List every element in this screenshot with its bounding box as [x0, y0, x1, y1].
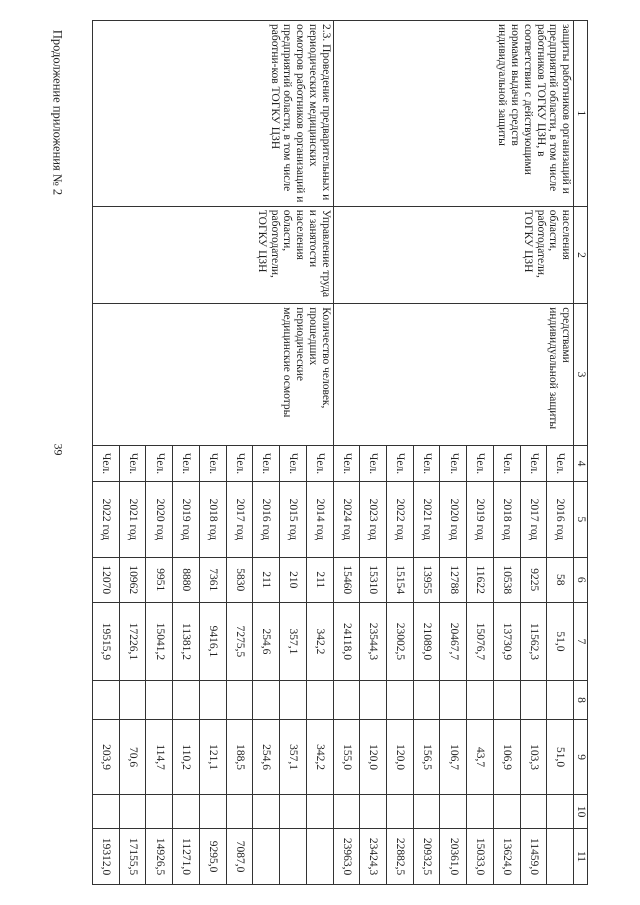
unit-cell: Чел. — [360, 445, 387, 481]
column-number-11: 11 — [574, 829, 588, 885]
local-budget-cell — [333, 795, 360, 829]
value-cell: 12788 — [440, 557, 467, 602]
value-cell: 7361 — [199, 557, 226, 602]
value-cell: 10538 — [493, 557, 520, 602]
measure-description-cell: 2.3. Проведение предварительных и периодических медицинских осмотров работников организаций и предприятий области, в том числе работни-ков ТОГКУ ЦЗН — [93, 21, 334, 207]
year-cell: 2019 год — [467, 482, 494, 557]
total-cell: 23544,3 — [360, 603, 387, 681]
column-number-3: 3 — [574, 304, 588, 446]
regional-budget-cell: 106,7 — [440, 719, 467, 794]
column-number-2: 2 — [574, 206, 588, 303]
program-measures-table — [92, 20, 588, 885]
local-budget-cell — [467, 795, 494, 829]
federal-budget-cell — [146, 680, 173, 719]
local-budget-cell — [253, 795, 280, 829]
column-number-4: 4 — [574, 445, 588, 481]
regional-budget-cell: 203,9 — [93, 719, 120, 794]
value-cell: 58 — [547, 557, 574, 602]
regional-budget-cell: 342,2 — [306, 719, 333, 794]
unit-cell: Чел. — [467, 445, 494, 481]
federal-budget-cell — [360, 680, 387, 719]
regional-budget-cell: 188,5 — [226, 719, 253, 794]
extrabudget-cell: 7087,0 — [226, 829, 253, 885]
federal-budget-cell — [386, 680, 413, 719]
local-budget-cell — [493, 795, 520, 829]
total-cell: 24118,0 — [333, 603, 360, 681]
unit-cell: Чел. — [493, 445, 520, 481]
indicator-cell: Количество человек, прошедших периодические медицинские осмотры — [93, 304, 334, 446]
federal-budget-cell — [280, 680, 307, 719]
regional-budget-cell: 106,9 — [493, 719, 520, 794]
local-budget-cell — [280, 795, 307, 829]
unit-cell: Чел. — [386, 445, 413, 481]
total-cell: 357,1 — [280, 603, 307, 681]
federal-budget-cell — [199, 680, 226, 719]
value-cell: 11622 — [467, 557, 494, 602]
indicator-cell: средствами индивидуальной защиты — [333, 304, 573, 446]
unit-cell: Чел. — [333, 445, 360, 481]
table-row — [547, 21, 574, 885]
year-cell: 2023 год — [360, 482, 387, 557]
value-cell: 211 — [306, 557, 333, 602]
local-budget-cell — [547, 795, 574, 829]
total-cell: 15076,7 — [467, 603, 494, 681]
extrabudget-cell — [547, 829, 574, 885]
extrabudget-cell: 19312,0 — [93, 829, 120, 885]
value-cell: 10962 — [119, 557, 146, 602]
column-number-10: 10 — [574, 795, 588, 829]
page-number: 39 — [51, 443, 66, 456]
year-cell: 2016 год — [253, 482, 280, 557]
extrabudget-cell: 20932,5 — [413, 829, 440, 885]
value-cell: 9951 — [146, 557, 173, 602]
regional-budget-cell: 51,0 — [547, 719, 574, 794]
federal-budget-cell — [226, 680, 253, 719]
local-budget-cell — [226, 795, 253, 829]
total-cell: 11562,3 — [520, 603, 547, 681]
local-budget-cell — [119, 795, 146, 829]
unit-cell: Чел. — [280, 445, 307, 481]
executor-cell: населения области, работодатели, ТОГКУ ЦЗН — [333, 206, 573, 303]
extrabudget-cell: 11271,0 — [173, 829, 200, 885]
total-cell: 17226,1 — [119, 603, 146, 681]
unit-cell: Чел. — [173, 445, 200, 481]
extrabudget-cell: 23963,0 — [333, 829, 360, 885]
value-cell: 8880 — [173, 557, 200, 602]
extrabudget-cell — [306, 829, 333, 885]
local-budget-cell — [199, 795, 226, 829]
column-number-1: 1 — [574, 21, 588, 207]
table-row — [306, 21, 333, 885]
extrabudget-cell: 15033,0 — [467, 829, 494, 885]
extrabudget-cell: 11459,0 — [520, 829, 547, 885]
regional-budget-cell: 254,6 — [253, 719, 280, 794]
local-budget-cell — [173, 795, 200, 829]
year-cell: 2021 год — [119, 482, 146, 557]
federal-budget-cell — [413, 680, 440, 719]
federal-budget-cell — [93, 680, 120, 719]
extrabudget-cell: 22882,5 — [386, 829, 413, 885]
federal-budget-cell — [440, 680, 467, 719]
year-cell: 2018 год — [199, 482, 226, 557]
unit-cell: Чел. — [146, 445, 173, 481]
unit-cell: Чел. — [93, 445, 120, 481]
federal-budget-cell — [520, 680, 547, 719]
regional-budget-cell: 43,7 — [467, 719, 494, 794]
year-cell: 2018 год — [493, 482, 520, 557]
table-body — [93, 21, 574, 885]
year-cell: 2020 год — [440, 482, 467, 557]
column-number-9: 9 — [574, 719, 588, 794]
total-cell: 9416,1 — [199, 603, 226, 681]
unit-cell: Чел. — [520, 445, 547, 481]
local-budget-cell — [146, 795, 173, 829]
extrabudget-cell — [280, 829, 307, 885]
unit-cell: Чел. — [226, 445, 253, 481]
total-cell: 11381,2 — [173, 603, 200, 681]
unit-cell: Чел. — [306, 445, 333, 481]
year-cell: 2020 год — [146, 482, 173, 557]
unit-cell: Чел. — [440, 445, 467, 481]
year-cell: 2022 год — [93, 482, 120, 557]
regional-budget-cell: 121,1 — [199, 719, 226, 794]
year-cell: 2024 год — [333, 482, 360, 557]
regional-budget-cell: 110,2 — [173, 719, 200, 794]
federal-budget-cell — [173, 680, 200, 719]
value-cell: 13955 — [413, 557, 440, 602]
extrabudget-cell: 20361,0 — [440, 829, 467, 885]
regional-budget-cell: 357,1 — [280, 719, 307, 794]
value-cell: 15460 — [333, 557, 360, 602]
federal-budget-cell — [493, 680, 520, 719]
regional-budget-cell: 156,5 — [413, 719, 440, 794]
federal-budget-cell — [253, 680, 280, 719]
extrabudget-cell: 17155,5 — [119, 829, 146, 885]
extrabudget-cell: 9295,0 — [199, 829, 226, 885]
value-cell: 211 — [253, 557, 280, 602]
column-numbers-row — [574, 21, 588, 885]
year-cell: 2022 год — [386, 482, 413, 557]
regional-budget-cell: 120,0 — [360, 719, 387, 794]
rotated-page-content — [92, 20, 588, 885]
year-cell: 2017 год — [520, 482, 547, 557]
regional-budget-cell: 114,7 — [146, 719, 173, 794]
value-cell: 9225 — [520, 557, 547, 602]
unit-cell: Чел. — [119, 445, 146, 481]
value-cell: 15310 — [360, 557, 387, 602]
total-cell: 7275,5 — [226, 603, 253, 681]
local-budget-cell — [306, 795, 333, 829]
unit-cell: Чел. — [253, 445, 280, 481]
measure-description-cell: защиты работников организаций и предприятий области, в том числе работников ТОГКУ ЦЗН, в соответствии с действующими нормами выдачи средств индивидуальной защиты — [333, 21, 573, 207]
executor-cell: Управление труда и занятости населения области, работодатели, ТОГКУ ЦЗН — [93, 206, 334, 303]
column-number-7: 7 — [574, 603, 588, 681]
year-cell: 2014 год — [306, 482, 333, 557]
extrabudget-cell — [253, 829, 280, 885]
regional-budget-cell: 103,3 — [520, 719, 547, 794]
value-cell: 15154 — [386, 557, 413, 602]
total-cell: 23002,5 — [386, 603, 413, 681]
extrabudget-cell: 23424,3 — [360, 829, 387, 885]
regional-budget-cell: 120,0 — [386, 719, 413, 794]
total-cell: 254,6 — [253, 603, 280, 681]
year-cell: 2019 год — [173, 482, 200, 557]
federal-budget-cell — [333, 680, 360, 719]
federal-budget-cell — [306, 680, 333, 719]
regional-budget-cell: 155,0 — [333, 719, 360, 794]
column-number-5: 5 — [574, 482, 588, 557]
total-cell: 19515,9 — [93, 603, 120, 681]
federal-budget-cell — [119, 680, 146, 719]
value-cell: 12070 — [93, 557, 120, 602]
unit-cell: Чел. — [199, 445, 226, 481]
regional-budget-cell: 70,6 — [119, 719, 146, 794]
extrabudget-cell: 13624,0 — [493, 829, 520, 885]
federal-budget-cell — [547, 680, 574, 719]
column-number-6: 6 — [574, 557, 588, 602]
value-cell: 5830 — [226, 557, 253, 602]
unit-cell: Чел. — [547, 445, 574, 481]
value-cell: 210 — [280, 557, 307, 602]
year-cell: 2017 год — [226, 482, 253, 557]
total-cell: 15041,2 — [146, 603, 173, 681]
federal-budget-cell — [467, 680, 494, 719]
local-budget-cell — [520, 795, 547, 829]
local-budget-cell — [386, 795, 413, 829]
year-cell: 2015 год — [280, 482, 307, 557]
local-budget-cell — [440, 795, 467, 829]
local-budget-cell — [93, 795, 120, 829]
local-budget-cell — [360, 795, 387, 829]
total-cell: 21089,0 — [413, 603, 440, 681]
total-cell: 20467,7 — [440, 603, 467, 681]
year-cell: 2016 год — [547, 482, 574, 557]
extrabudget-cell: 14926,5 — [146, 829, 173, 885]
total-cell: 13730,9 — [493, 603, 520, 681]
column-number-8: 8 — [574, 680, 588, 719]
year-cell: 2021 год — [413, 482, 440, 557]
local-budget-cell — [413, 795, 440, 829]
appendix-continuation-label: Продолжение приложения № 2 — [50, 29, 65, 196]
unit-cell: Чел. — [413, 445, 440, 481]
total-cell: 342,2 — [306, 603, 333, 681]
total-cell: 51,0 — [547, 603, 574, 681]
